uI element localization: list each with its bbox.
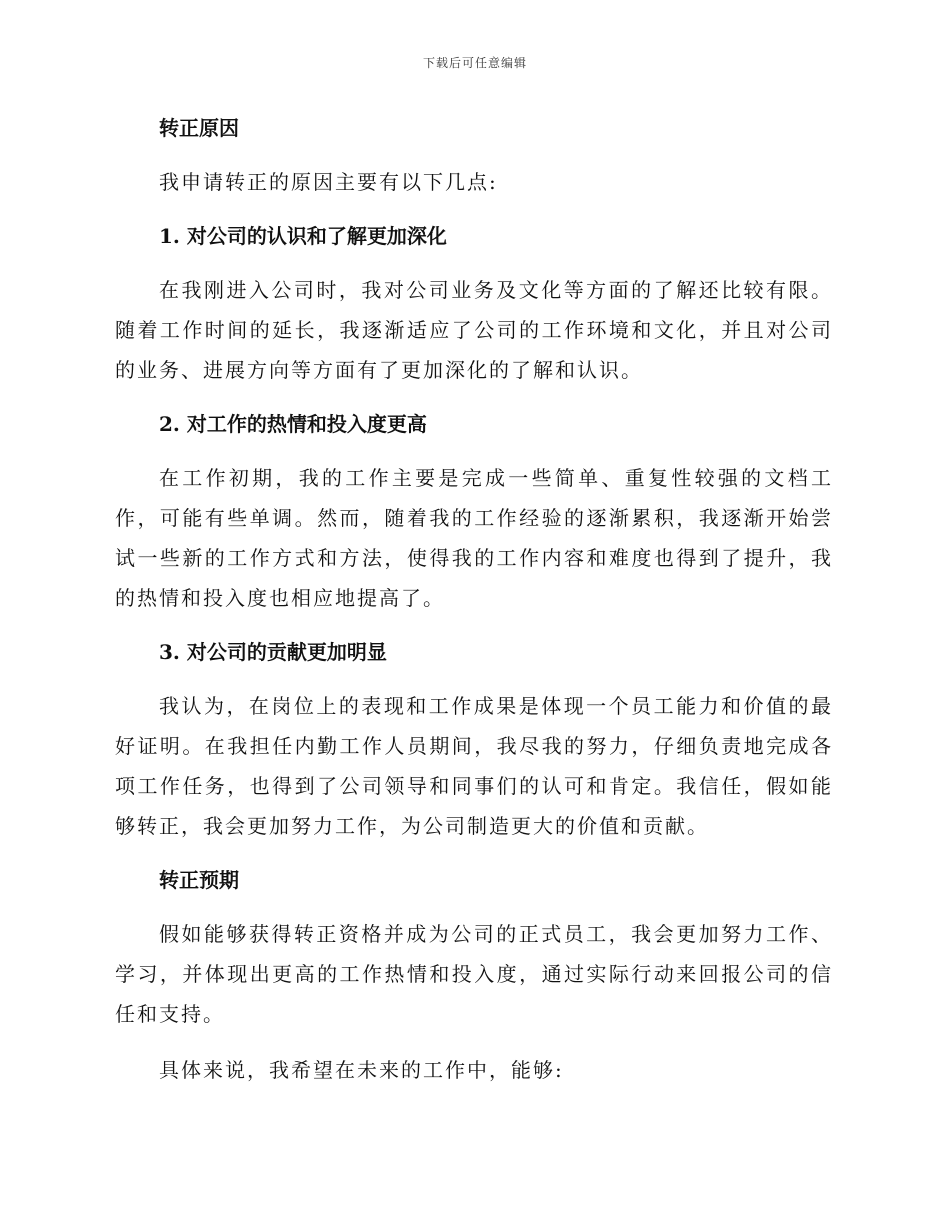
- closing-paragraph: 具体来说，我希望在未来的工作中，能够:: [159, 1058, 564, 1082]
- intro-paragraph: 我申请转正的原因主要有以下几点:: [159, 170, 498, 194]
- section-heading-reason: 转正原因: [159, 116, 239, 140]
- document-body: [115, 110, 833, 1090]
- header-note: 下载后可任意编辑: [422, 56, 527, 70]
- point-heading-3: 3. 对公司的贡献更加明显: [159, 640, 387, 664]
- expectation-paragraph: 假如能够获得转正资格并成为公司的正式员工，我会更加努力工作、学习，并体现出更高的工作热情和投入度，通过实际行动来回报公司的信任和支持。: [115, 922, 833, 1026]
- point-paragraph-2: 在工作初期，我的工作主要是完成一些简单、重复性较强的文档工作，可能有些单调。然而，随着我的工作经验的逐渐累积，我逐渐开始尝试一些新的工作方式和方法，使得我的工作内容和难度也得到了提升，我的热情和投入度也相应地提高了。: [115, 466, 833, 610]
- point-heading-1: 1. 对公司的认识和了解更加深化: [159, 224, 447, 248]
- section-heading-expectation: 转正预期: [159, 868, 239, 892]
- point-paragraph-3: 我认为，在岗位上的表现和工作成果是体现一个员工能力和价值的最好证明。在我担任内勤工作人员期间，我尽我的努力，仔细负责地完成各项工作任务，也得到了公司领导和同事们的认可和肯定。我信任，假如能够转正，我会更加努力工作，为公司制造更大的价值和贡献。: [115, 694, 833, 838]
- point-heading-2: 2. 对工作的热情和投入度更高: [159, 412, 427, 436]
- point-paragraph-1: 在我刚进入公司时，我对公司业务及文化等方面的了解还比较有限。随着工作时间的延长，我逐渐适应了公司的工作环境和文化，并且对公司的业务、进展方向等方面有了更加深化的了解和认识。: [115, 278, 833, 382]
